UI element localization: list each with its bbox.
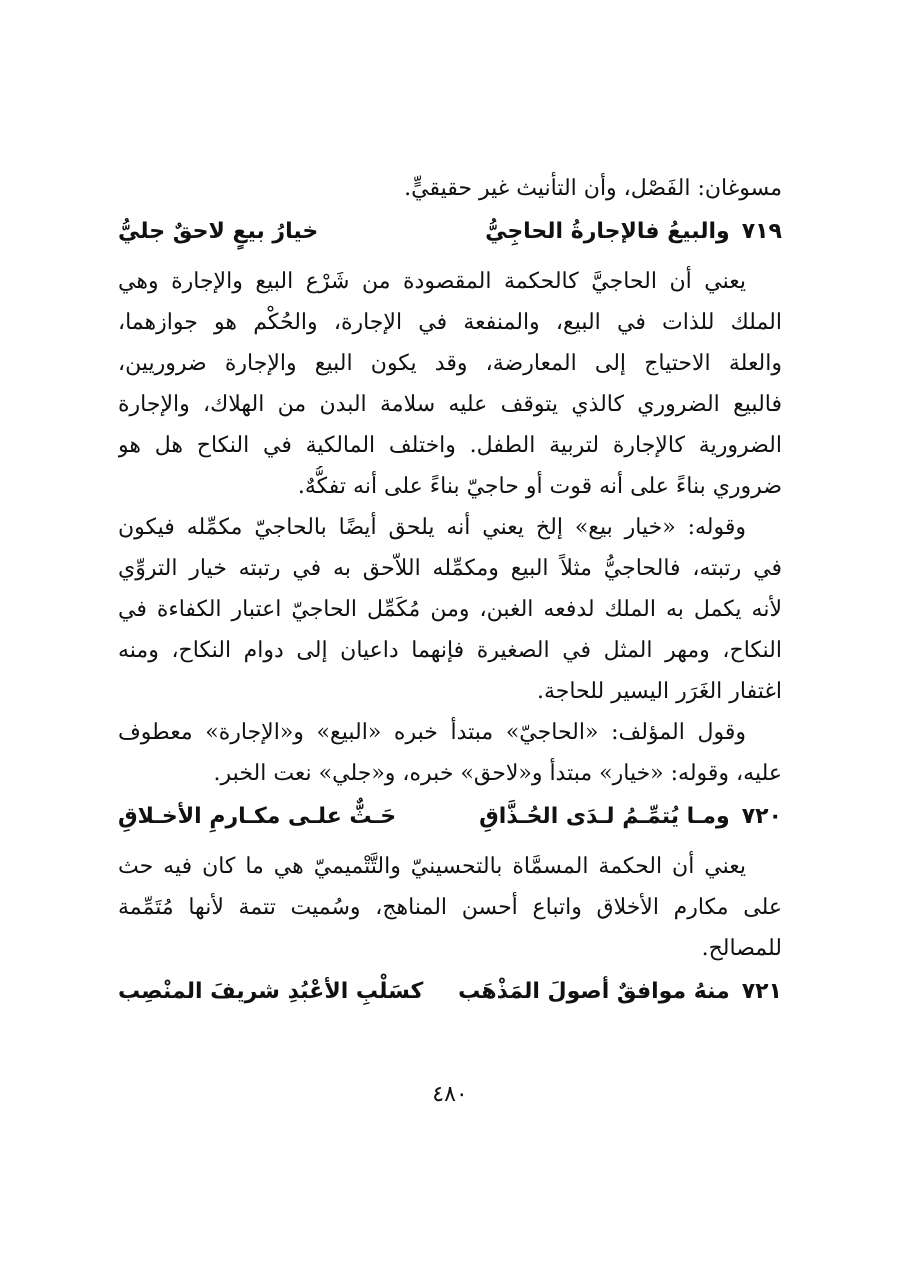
verse-first-hemistich: ومـا يُتمِّـمُ لـدَى الحُـذَّاقِ xyxy=(479,804,730,829)
verse-second-hemistich: كسَلْبِ الأعْبُدِ شريفَ المنْصِب xyxy=(118,979,424,1004)
page-body xyxy=(118,168,782,1068)
verse-first-part xyxy=(479,796,782,838)
text-line: للمصالح. xyxy=(701,936,782,961)
verse-721 xyxy=(118,971,782,1013)
text-line: والعلة الاحتياج إلى المعارضة، وقد يكون البيع والإجارة ضروريين، xyxy=(118,351,782,376)
text-line: ضروري بناءً على أنه قوت أو حاجيّ بناءً على أنه تفكُّهٌ. xyxy=(297,474,782,499)
text-line: النكاح، ومهر المثل في الصغيرة فإنهما داعيان إلى دوام النكاح، ومنه xyxy=(118,638,782,663)
verse-first-part xyxy=(485,211,782,253)
verse-first-part xyxy=(458,971,782,1013)
page-number: ٤٨٠ xyxy=(432,1082,468,1107)
text-line: مسوغان: الفَصْل، وأن التأنيث غير حقيقيٍّ. xyxy=(404,176,782,201)
verse-number: ٧٢٠ xyxy=(741,804,782,829)
text-line: لأنه يكمل به الملك لدفعه الغبن، ومن مُكَمِّل الحاجيّ اعتبار الكفاءة في xyxy=(118,597,782,622)
verse-719 xyxy=(118,211,782,253)
text-line: الملك للذات في البيع، والمنفعة في الإجارة، والحُكْم هو جوازهما، xyxy=(118,310,782,335)
text-line: في رتبته، فالحاجيُّ مثلاً البيع ومكمِّله اللاّحق به في رتبته خيار التروِّي xyxy=(118,556,782,581)
verse-second-hemistich: حَـثٌّ علـى مكـارمِ الأخـلاقِ xyxy=(118,804,397,829)
text-line: فالبيع الضروري كالذي يتوقف عليه سلامة البدن من الهلاك، والإجارة xyxy=(118,392,782,417)
verse-first-hemistich: منهُ موافقٌ أصولَ المَذْهَب xyxy=(458,979,730,1004)
text-line: عليه، وقوله: «خيار» مبتدأ و«لاحق» خبره، و«جلي» نعت الخبر. xyxy=(213,761,782,786)
text-line: اغتفار الغَرَر اليسير للحاجة. xyxy=(536,679,782,704)
verse-number: ٧٢١ xyxy=(741,979,782,1004)
text-line: الضرورية كالإجارة لتربية الطفل. واختلف المالكية في النكاح هل هو xyxy=(118,433,782,458)
verse-720 xyxy=(118,796,782,838)
text-line: يعني أن الحاجيَّ كالحكمة المقصودة من شَرْع البيع والإجارة وهي xyxy=(118,269,746,294)
text-line: وقول المؤلف: «الحاجيّ» مبتدأ خبره «البيع» و«الإجارة» معطوف xyxy=(118,720,746,745)
verse-first-hemistich: والبيعُ فالإجارةُ الحاجِيُّ xyxy=(485,219,730,244)
text-line: على مكارم الأخلاق واتباع أحسن المناهج، وسُميت تتمة لأنها مُتَمِّمة xyxy=(118,895,782,920)
text-line: يعني أن الحكمة المسمَّاة بالتحسينيّ والتَّتْميميّ هي ما كان فيه حث xyxy=(118,854,746,879)
verse-number: ٧١٩ xyxy=(741,219,782,244)
text-line: وقوله: «خيار بيع» إلخ يعني أنه يلحق أيضًا بالحاجيّ مكمِّله فيكون xyxy=(118,515,746,540)
verse-second-hemistich: خيارُ بيعٍ لاحقٌ جليُّ xyxy=(118,219,319,244)
